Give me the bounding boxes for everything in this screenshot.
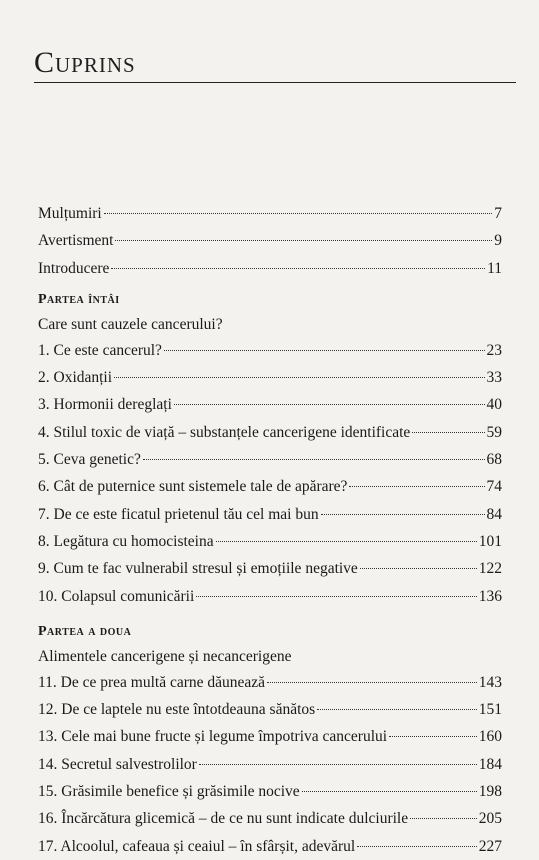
toc-entry-page: 122 <box>478 560 502 578</box>
toc-entry-page: 9 <box>494 232 502 250</box>
toc-entry-page: 40 <box>486 396 502 414</box>
toc-entry <box>38 528 502 555</box>
toc-entry <box>38 227 502 254</box>
table-of-contents <box>38 200 502 860</box>
toc-entry-label: 3. Hormonii dereglați <box>38 396 172 414</box>
dot-leader <box>412 432 484 433</box>
part-subtitle: Care sunt cauzele cancerului? <box>38 315 223 333</box>
toc-entry <box>38 669 502 696</box>
toc-entry <box>38 583 502 610</box>
toc-entry-label: 9. Cum te fac vulnerabil stresul și emoțiile negative <box>38 560 358 578</box>
part-subtitle: Alimentele cancerigene și necancerigene <box>38 647 292 665</box>
dot-leader <box>143 459 485 460</box>
toc-entry <box>38 833 502 860</box>
toc-entry <box>38 473 502 500</box>
toc-entry-page: 160 <box>478 728 502 746</box>
dot-leader <box>104 213 493 214</box>
toc-entry-label: Introducere <box>38 259 110 277</box>
toc-entry-label: 14. Secretul salvestrolilor <box>38 755 197 773</box>
toc-entry-label: 4. Stilul toxic de viață – substanțele cancerigene identificate <box>38 423 411 441</box>
toc-entry <box>38 723 502 750</box>
toc-entry <box>38 751 502 778</box>
toc-entry-label: 8. Legătura cu homocisteina <box>38 532 214 550</box>
toc-entry <box>38 337 502 364</box>
toc-entry-page: 68 <box>486 451 502 469</box>
dot-leader <box>357 846 477 847</box>
part-2 <box>38 620 502 860</box>
dot-leader <box>321 514 485 515</box>
page-title: Cuprins <box>34 46 136 79</box>
dot-leader <box>115 240 492 241</box>
toc-entry-label: 1. Ce este cancerul? <box>38 341 162 359</box>
toc-entry <box>38 364 502 391</box>
part-heading: Partea a doua <box>38 623 132 639</box>
toc-entry-label: 12. De ce laptele nu este întotdeauna sănătos <box>38 701 316 719</box>
title-rule <box>34 82 516 83</box>
toc-entry <box>38 419 502 446</box>
dot-leader <box>349 486 484 487</box>
toc-entry-page: 11 <box>487 259 502 277</box>
toc-entry <box>38 446 502 473</box>
toc-entry <box>38 200 502 227</box>
toc-entry <box>38 255 502 282</box>
toc-entry-label: 16. Încărcătura glicemică – de ce nu sunt indicate dulciurile <box>38 810 409 828</box>
toc-entry-page: 59 <box>486 423 502 441</box>
dot-leader <box>111 268 485 269</box>
toc-entry-label: 13. Cele mai bune fructe și legume împotriva cancerului <box>38 728 388 746</box>
part-heading: Partea întâi <box>38 291 120 307</box>
toc-entry-page: 33 <box>486 369 502 387</box>
toc-entry-label: 15. Grăsimile benefice și grăsimile nocive <box>38 783 300 801</box>
toc-entry-page: 84 <box>486 505 502 523</box>
dot-leader <box>216 541 477 542</box>
toc-entry-label: 10. Colapsul comunicării <box>38 587 195 605</box>
toc-entry <box>38 555 502 582</box>
toc-entry-label: 17. Alcoolul, cafeaua și ceaiul – în sfârșit, adevărul <box>38 837 356 855</box>
toc-entry-label: 11. De ce prea multă carne dăunează <box>38 673 266 691</box>
dot-leader <box>360 568 477 569</box>
toc-entry-label: 2. Oxidanții <box>38 369 113 387</box>
dot-leader <box>317 709 477 710</box>
toc-entry-page: 7 <box>494 205 502 222</box>
dot-leader <box>199 764 477 765</box>
toc-entry <box>38 391 502 418</box>
toc-entry-page: 143 <box>478 673 502 691</box>
dot-leader <box>410 818 477 819</box>
toc-entry-page: 136 <box>478 587 502 605</box>
toc-entry-page: 74 <box>486 478 502 496</box>
toc-entry-label: Avertisment <box>38 232 114 250</box>
dot-leader <box>174 404 485 405</box>
dot-leader <box>389 736 477 737</box>
toc-entry-label: 6. Cât de puternice sunt sistemele tale de apărare? <box>38 478 348 496</box>
toc-entry <box>38 696 502 723</box>
toc-entry-page: 101 <box>478 532 502 550</box>
dot-leader <box>114 377 484 378</box>
part-1 <box>38 288 502 610</box>
toc-entry <box>38 778 502 805</box>
toc-entry-label: Mulțumiri <box>38 205 102 222</box>
dot-leader <box>164 350 485 351</box>
toc-entry-page: 151 <box>478 701 502 719</box>
toc-entry-page: 205 <box>478 810 502 828</box>
toc-entry-page: 198 <box>478 783 502 801</box>
dot-leader <box>302 791 477 792</box>
front-matter <box>38 200 502 282</box>
toc-entry-label: 7. De ce este ficatul prietenul tău cel mai bun <box>38 505 319 523</box>
toc-entry <box>38 805 502 832</box>
toc-entry-page: 184 <box>478 755 502 773</box>
toc-entry <box>38 501 502 528</box>
toc-entry-page: 23 <box>486 341 502 359</box>
toc-entry-label: 5. Ceva genetic? <box>38 451 141 469</box>
dot-leader <box>267 682 477 683</box>
dot-leader <box>196 596 476 597</box>
toc-entry-page: 227 <box>478 837 502 855</box>
